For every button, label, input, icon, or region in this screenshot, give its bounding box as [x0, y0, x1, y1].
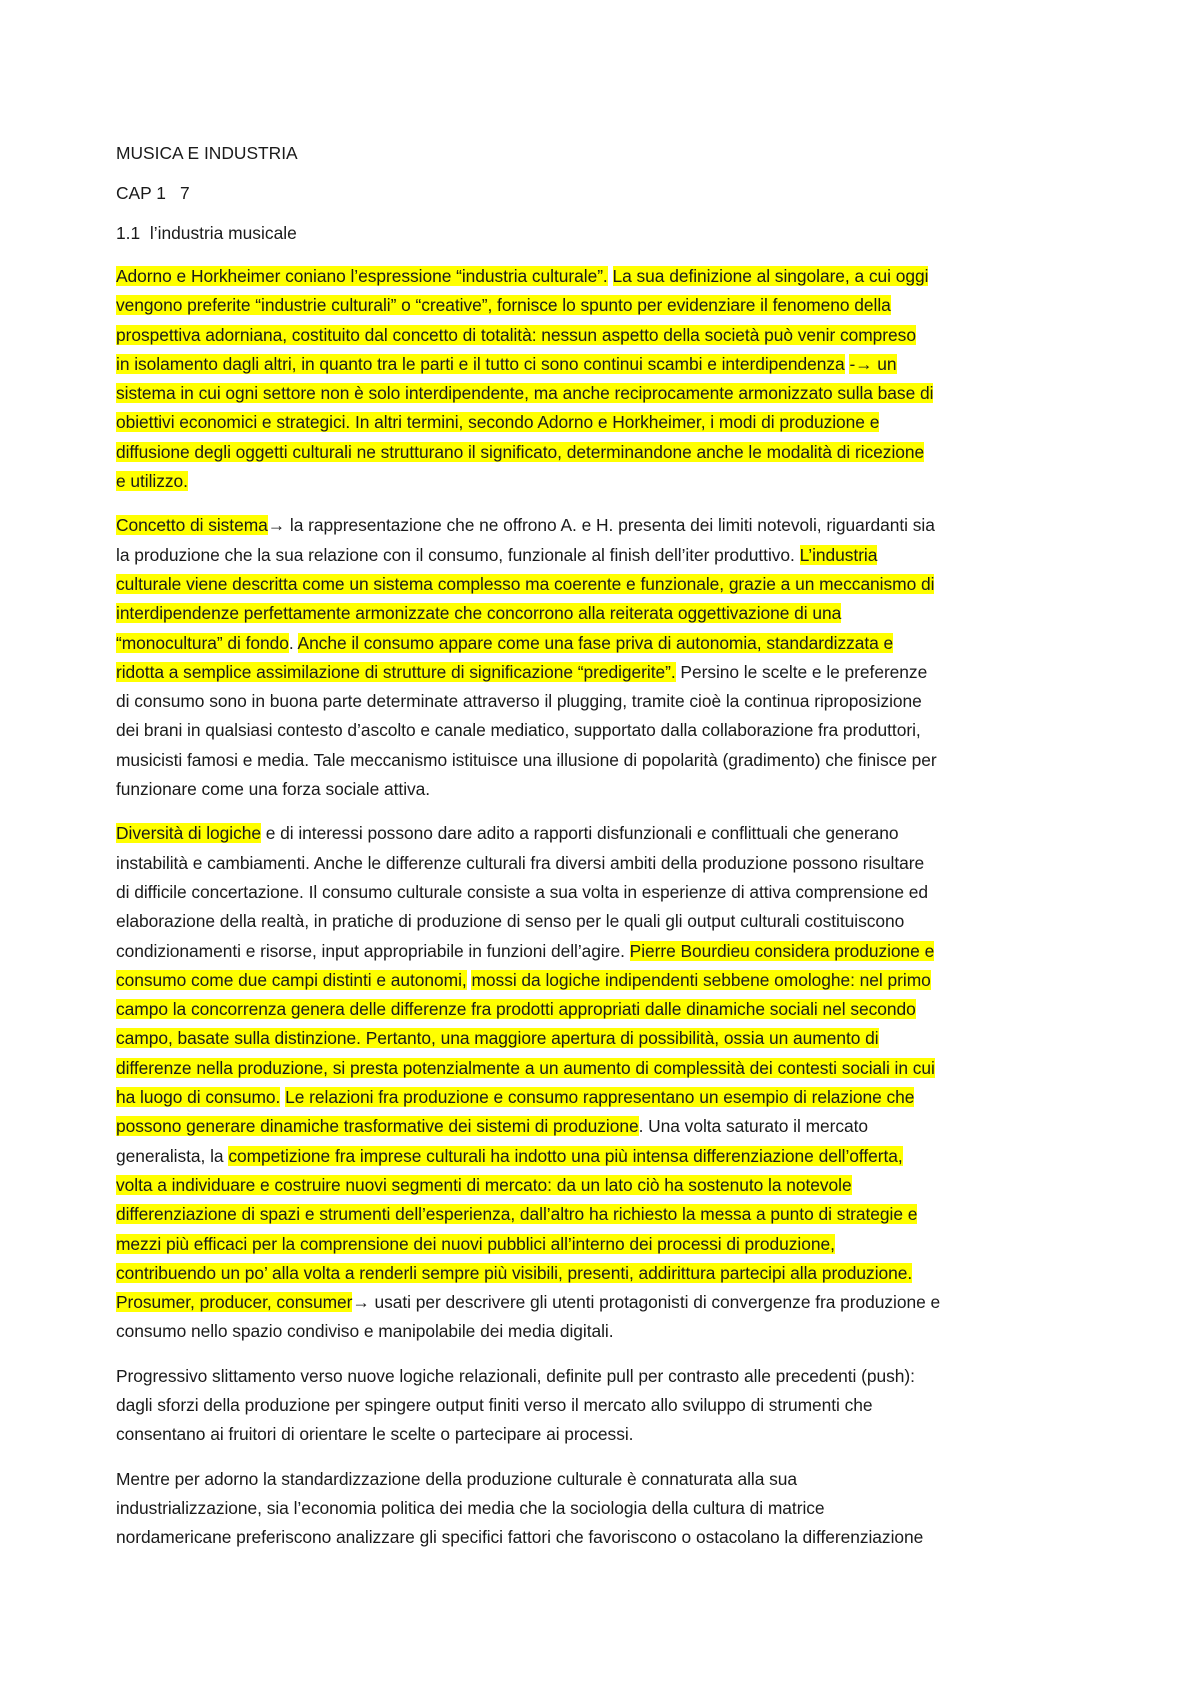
highlighted-text: Prosumer, producer, consumer: [116, 1292, 353, 1313]
text-line: [116, 291, 1100, 320]
text-line: [116, 849, 1100, 878]
plain-text: Persino le scelte e le preferenze: [675, 661, 928, 682]
text-line: [116, 775, 1100, 804]
plain-text: .: [288, 632, 298, 653]
highlighted-text: culturale viene descritta come un sistema complesso ma coerente e funzionale, grazie a un meccanismo di: [116, 573, 935, 594]
text-line: [116, 1230, 1100, 1259]
text-line: [116, 511, 1100, 540]
text-line: [116, 438, 1100, 467]
paragraph-3: [116, 819, 1100, 1346]
section-heading: [116, 222, 1100, 244]
text-line: [116, 1465, 1100, 1494]
highlighted-text: ha luogo di consumo.: [116, 1087, 281, 1108]
text-line: [116, 321, 1100, 350]
plain-text: Mentre per adorno la standardizzazione della produzione culturale è connaturata alla sua: [116, 1468, 798, 1489]
highlighted-text: Diversità di logiche: [116, 823, 261, 844]
highlighted-text: L’industria: [799, 544, 878, 565]
highlighted-text: possono generare dinamiche trasformative dei sistemi di produzione: [116, 1116, 639, 1137]
plain-text: elaborazione della realtà, in pratiche di produzione di senso per le quali gli output culturali costituiscono: [116, 911, 905, 932]
highlighted-text: e utilizzo.: [116, 471, 188, 492]
highlighted-text: competizione fra imprese culturali ha indotto una più intensa differenziazione dell’offerta,: [228, 1145, 903, 1166]
highlighted-text: diffusione degli oggetti culturali ne strutturano il significato, determinandone anche le modalità di ricezione: [116, 441, 925, 462]
highlighted-text: contribuendo un po’ alla volta a renderli sempre più visibili, presenti, addirittura partecipi alla produzione.: [116, 1262, 913, 1283]
text-line: [116, 819, 1100, 848]
text-line: [116, 687, 1100, 716]
text-line: [116, 1259, 1100, 1288]
body-text: [116, 262, 1100, 1552]
plain-text: . Una volta saturato il mercato: [638, 1116, 869, 1137]
plain-text: nordamericane preferiscono analizzare gli specifici fattori che favoriscono o ostacolano la differenziazione: [116, 1527, 924, 1548]
paragraph-5: [116, 1465, 1100, 1553]
plain-text: e di interessi possono dare adito a rapporti disfunzionali e conflittuali che generano: [260, 823, 899, 844]
text-line: [116, 262, 1100, 291]
text-line: [116, 408, 1100, 437]
highlighted-text: ridotta a semplice assimilazione di strutture di significazione “predigerite”.: [116, 661, 676, 682]
text-line: [116, 878, 1100, 907]
plain-text: musicisti famosi e media. Tale meccanismo istituisce una illusione di popolarità (gradimento) che finisce per: [116, 749, 937, 770]
text-line: [116, 1200, 1100, 1229]
highlighted-text: campo, basate sulla distinzione. Pertanto, una maggiore apertura di possibilità, ossia un aumento di: [116, 1028, 879, 1049]
highlighted-text: volta a individuare e costruire nuovi segmenti di mercato: da un lato ciò ha sostenuto la notevole: [116, 1174, 852, 1195]
chapter-heading: [116, 182, 1100, 204]
text-line: [116, 1171, 1100, 1200]
chapter-range: 7: [179, 183, 190, 203]
section-title: l’industria musicale: [149, 223, 297, 243]
text-line: [116, 541, 1100, 570]
plain-text: → la rappresentazione che ne offrono A. e H. presenta dei limiti notevoli, riguardanti sia: [267, 515, 935, 536]
text-line: [116, 1083, 1100, 1112]
plain-text: la produzione che la sua relazione con il consumo, funzionale al finish dell’iter produttivo.: [116, 544, 800, 565]
text-line: [116, 907, 1100, 936]
highlighted-text: consumo come due campi distinti e autonomi,: [116, 969, 467, 990]
plain-text: industrializzazione, sia l’economia politica dei media che la sociologia della cultura di matrice: [116, 1497, 825, 1518]
text-line: [116, 629, 1100, 658]
text-line: [116, 966, 1100, 995]
highlighted-text: campo la concorrenza genera delle differenze fra prodotti appropriati dalle dinamiche sociali nel secondo: [116, 999, 916, 1020]
highlighted-text: in isolamento dagli altri, in quanto tra le parti e il tutto ci sono continui scambi e interdipendenza: [116, 353, 845, 374]
highlighted-text: Le relazioni fra produzione e consumo rappresentano un esempio di relazione che: [285, 1087, 915, 1108]
text-line: [116, 746, 1100, 775]
text-line: [116, 1288, 1100, 1317]
text-line: [116, 937, 1100, 966]
text-line: [116, 379, 1100, 408]
highlighted-text: Adorno e Horkheimer coniano l’espressione “industria culturale”.: [116, 266, 608, 286]
text-line: [116, 658, 1100, 687]
plain-text: dei brani in qualsiasi contesto d’ascolto e canale mediatico, supportato dalla collaborazione fra produttori,: [116, 720, 921, 741]
highlighted-text: interdipendenze perfettamente armonizzate che concorrono alla reiterata oggettivazione di una: [116, 603, 842, 624]
plain-text: consumo nello spazio condiviso e manipolabile dei media digitali.: [116, 1321, 614, 1342]
highlighted-text: differenze nella produzione, si presta potenzialmente a un aumento di complessità dei contesti sociali in cui: [116, 1057, 935, 1078]
highlighted-text: mezzi più efficaci per la comprensione dei nuovi pubblici all’interno dei processi di produzione,: [116, 1233, 835, 1254]
text-line: [116, 1024, 1100, 1053]
text-line: [116, 716, 1100, 745]
plain-text: Progressivo slittamento verso nuove logiche relazionali, definite pull per contrasto alle precedenti (push):: [116, 1365, 915, 1386]
highlighted-text: Concetto di sistema: [116, 515, 268, 536]
highlighted-text: mossi da logiche indipendenti sebbene omologhe: nel primo: [471, 969, 931, 990]
paragraph-4: [116, 1362, 1100, 1450]
highlighted-text: obiettivi economici e strategici. In altri termini, secondo Adorno e Horkheimer, i modi di produzione e: [116, 412, 880, 433]
document-title: MUSICA E INDUSTRIA: [116, 143, 298, 163]
plain-text: instabilità e cambiamenti. Anche le differenze culturali fra diversi ambiti della produzione possono risultare: [116, 852, 925, 873]
plain-text: consentano ai fruitori di orientare le scelte o partecipare ai processi.: [116, 1424, 634, 1445]
plain-text: dagli sforzi della produzione per spingere output finiti verso il mercato allo sviluppo di strumenti che: [116, 1394, 873, 1415]
plain-text: [608, 266, 613, 286]
text-line: [116, 995, 1100, 1024]
highlighted-text: prospettiva adorniana, costituito dal concetto di totalità: nessun aspetto della società può venir compreso: [116, 324, 916, 345]
text-line: [116, 1494, 1100, 1523]
paragraph-2: [116, 511, 1100, 804]
chapter-prefix: CAP 1: [116, 183, 166, 203]
text-line: [116, 1112, 1100, 1141]
text-line: [116, 350, 1100, 379]
highlighted-text: -→ un: [849, 353, 897, 374]
highlighted-text: Anche il consumo appare come una fase priva di autonomia, standardizzata e: [297, 632, 894, 653]
highlighted-text: vengono preferite “industrie culturali” o “creative”, fornisce lo spunto per evidenziare il fenomeno della: [116, 295, 891, 316]
highlighted-text: sistema in cui ogni settore non è solo interdipendente, ma anche reciprocamente armonizzato sulla base di: [116, 383, 934, 404]
text-line: [116, 1054, 1100, 1083]
plain-text: generalista, la: [116, 1145, 229, 1166]
highlighted-text: “monocultura” di fondo: [116, 632, 289, 653]
highlighted-text: Pierre Bourdieu considera produzione e: [629, 940, 935, 961]
paragraph-1: [116, 262, 1100, 496]
highlighted-text: La sua definizione al singolare, a cui oggi: [612, 266, 929, 286]
text-line: [116, 1420, 1100, 1449]
text-line: [116, 570, 1100, 599]
text-line: [116, 1142, 1100, 1171]
text-line: [116, 1391, 1100, 1420]
text-line: [116, 1317, 1100, 1346]
plain-text: di difficile concertazione. Il consumo culturale consiste a sua volta in esperienze di attiva comprensione ed: [116, 881, 929, 902]
section-number: 1.1: [116, 223, 141, 243]
plain-text: → usati per descrivere gli utenti protagonisti di convergenze fra produzione e: [352, 1292, 941, 1313]
plain-text: di consumo sono in buona parte determinate attraverso il plugging, tramite cioè la continua riproposizione: [116, 691, 922, 712]
text-line: [116, 1523, 1100, 1552]
text-line: [116, 599, 1100, 628]
plain-text: condizionamenti e risorse, input appropriabile in funzioni dell’agire.: [116, 940, 630, 961]
plain-text: funzionare come una forza sociale attiva.: [116, 779, 431, 800]
text-line: [116, 467, 1100, 496]
highlighted-text: differenziazione di spazi e strumenti dell’esperienza, dall’altro ha richiesto la messa a punto di strategie e: [116, 1204, 918, 1225]
text-line: [116, 1362, 1100, 1391]
